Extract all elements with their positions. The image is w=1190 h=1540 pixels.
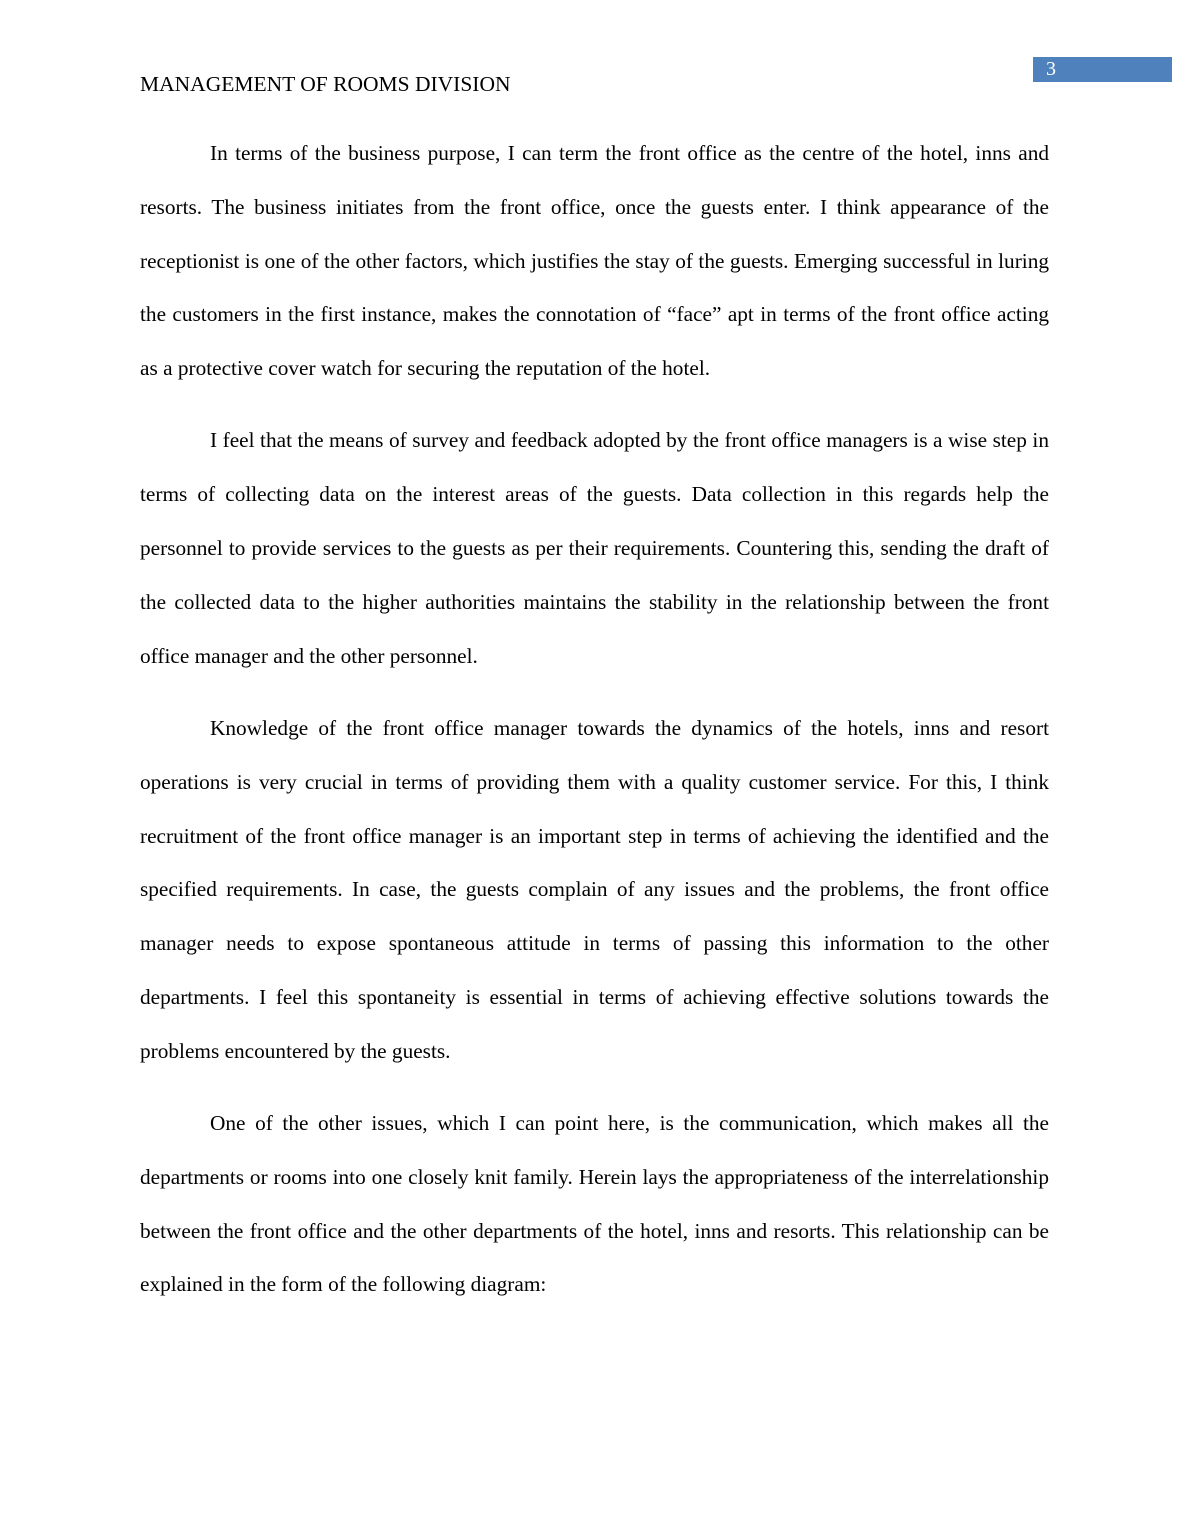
paragraph-4: One of the other issues, which I can point here, is the communication, which makes all the departments or rooms into one closely knit family. Herein lays the appropriateness of the interrelationship between the front office and the other departments of the hotel, inns and resorts. This relationship can be explained in the form of the following diagram: bbox=[140, 1111, 1049, 1297]
running-head: MANAGEMENT OF ROOMS DIVISION bbox=[140, 72, 511, 96]
document-body bbox=[140, 127, 1049, 1331]
paragraph-3: Knowledge of the front office manager towards the dynamics of the hotels, inns and resort operations is very crucial in terms of providing them with a quality customer service. For this, I think recruitment of the front office manager is an important step in terms of achieving the identified and the specified requirements. In case, the guests complain of any issues and the problems, the front office manager needs to expose spontaneous attitude in terms of passing this information to the other departments. I feel this spontaneity is essential in terms of achieving effective solutions towards the problems encountered by the guests. bbox=[140, 715, 1049, 1063]
page-number: 3 bbox=[1046, 58, 1056, 80]
paragraph-1: In terms of the business purpose, I can term the front office as the centre of the hotel, inns and resorts. The business initiates from the front office, once the guests enter. I think appearance of the receptionist is one of the other factors, which justifies the stay of the guests. Emerging successful in luring the customers in the first instance, makes the connotation of “face” apt in terms of the front office acting as a protective cover watch for securing the reputation of the hotel. bbox=[140, 141, 1049, 381]
page-number-box bbox=[1033, 57, 1172, 82]
paragraph-2: I feel that the means of survey and feedback adopted by the front office managers is a wise step in terms of collecting data on the interest areas of the guests. Data collection in this regards help the personnel to provide services to the guests as per their requirements. Countering this, sending the draft of the collected data to the higher authorities maintains the stability in the relationship between the front office manager and the other personnel. bbox=[140, 428, 1049, 668]
